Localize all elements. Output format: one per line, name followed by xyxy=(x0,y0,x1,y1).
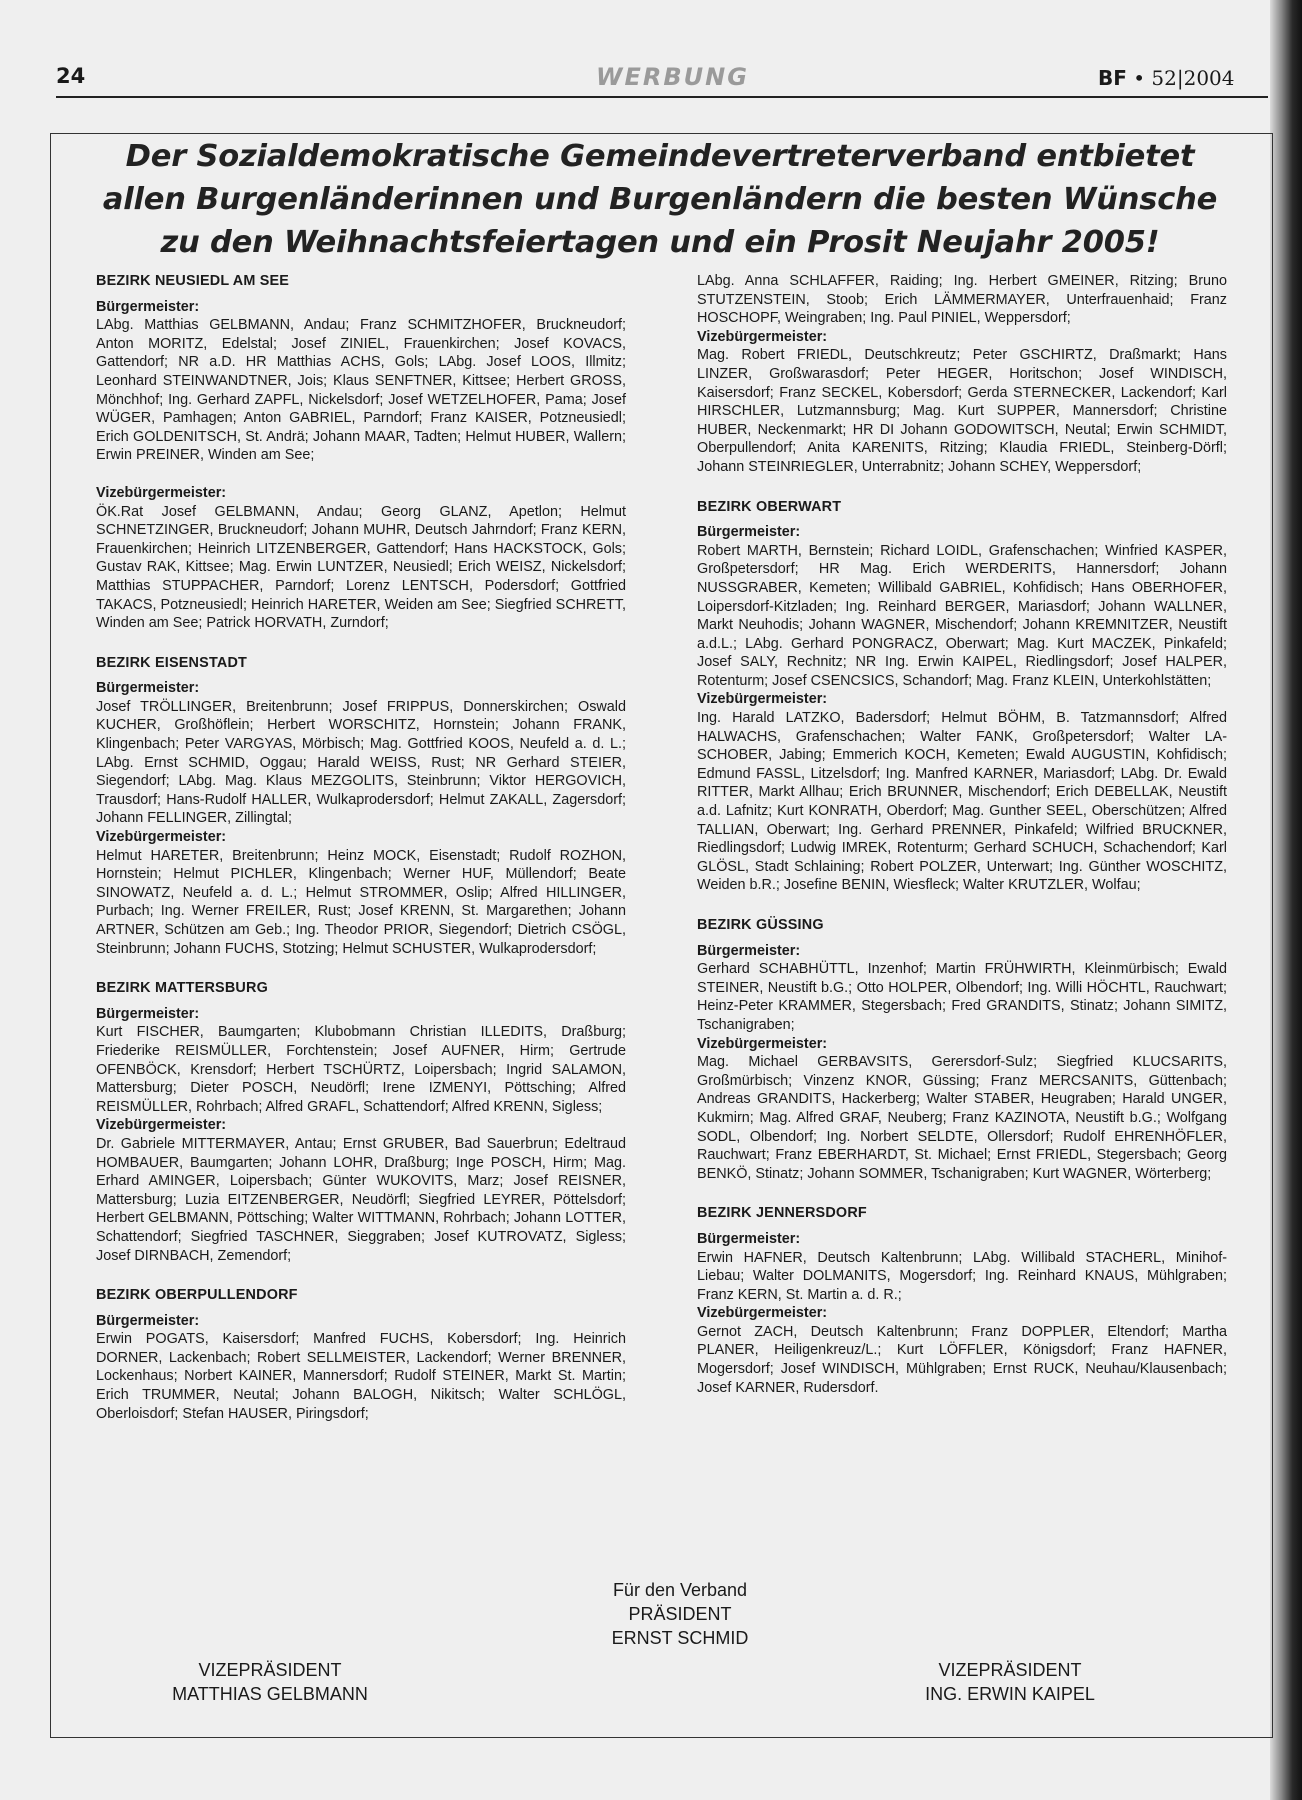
mayors-list: Gerhard SCHABHÜTTL, Inzenhof; Martin FRÜHWIRTH, Kleinmürbisch; Ewald STEINER, Neustift b.G.; Otto HOLPER, Olbendorf; Ing. Willi HÖCHTL, Rauchwart; Heinz-Peter KRAMMER, Stegersbach; Fred GRANDITS, Stinatz; Johann SIMITZ, Tschanigraben; xyxy=(697,961,1227,1033)
vice-mayors-list: Gernot ZACH, Deutsch Kaltenbrunn; Franz DOPPLER, Eltendorf; Martha PLANER, Heiligenkreuz/L.; Kurt LÖFFLER, Königsdorf; Franz HAFNER, Mogersdorf; Josef WINDISCH, Mühlgraben; Ernst RUCK, Neuhau/Klausenbach; Josef KARNER, Rudersdorf. xyxy=(697,1323,1227,1396)
advertisement-headline xyxy=(60,135,1260,264)
district-neusiedl xyxy=(96,272,626,633)
header-rule xyxy=(56,96,1268,98)
vice-mayors-label: Vizebürgermeister: xyxy=(697,328,828,345)
mayors-label: Bürgermeister: xyxy=(697,524,801,541)
district-name: BEZIRK NEUSIEDL AM SEE xyxy=(96,273,290,289)
vice-president-right-signature xyxy=(880,1658,1140,1706)
vice-mayors-list: Dr. Gabriele MITTERMAYER, Antau; Ernst GRUBER, Bad Sauerbrun; Edeltraud HOMBAUER, Baumgarten; Johann LOHR, Draßburg; Inge POSCH, Hirm; Mag. Erhard AMINGER, Loipersbach; Günter WUKOVITS, Marz; Josef REISNER, Mattersburg; Luzia EITZENBERGER, Neudörfl; Siegfried LEYRER, Pöttelsdorf; Herbert GELBMANN, Pöttsching; Walter WITTMANN, Rohrbach; Johann LOTTER, Schattendorf; Siegfried TASCHNER, Sieggraben; Josef KUTROVATZ, Sigless; Josef DIRNBACH, Zemendorf; xyxy=(96,1135,626,1264)
vice-mayors-list: Helmut HARETER, Breitenbrunn; Heinz MOCK, Eisenstadt; Rudolf ROZHON, Hornstein; Helmut PICHLER, Klingenbach; Werner HUF, Müllendorf; Beate SINOWATZ, Neufeld a. d. L.; Helmut STROMMER, Oslip; Alfred HILLINGER, Purbach; Ing. Werner FREILER, Rust; Josef KRENN, St. Margarethen; Johann ARTNER, Schützen am Geb.; Ing. Theodor PRIOR, Siegendorf; Dietrich CSÖGL, Steinbrunn; Johann FUCHS, Stotzing; Helmut SCHUSTER, Wulkaprodersdorf; xyxy=(96,847,626,957)
page-number: 24 xyxy=(56,64,86,88)
mayors-label: Bürgermeister: xyxy=(96,1005,200,1022)
mayors-list: Erwin POGATS, Kaisersdorf; Manfred FUCHS, Kobersdorf; Ing. Heinrich DORNER, Lackenbach; Robert SELLMEISTER, Lackendorf; Werner BRENNER, Lockenhaus; Norbert KAINER, Mannersdorf; Rudolf STEINER, Markt St. Martin; Erich TRUMMER, Neutal; Johann BALOGH, Nikitsch; Walter SCHLÖGL, Oberloisdorf; Stefan HAUSER, Piringsdorf; xyxy=(96,1331,626,1422)
vice-mayors-list: Ing. Harald LATZKO, Badersdorf; Helmut BÖHM, B. Tatzmannsdorf; Alfred HALWACHS, Grafenschachen; Walter FANK, Großpetersdorf; Walter LASCHOBER, Jabing; Emmerich KOCH, Kemeten; Ewald AUGUSTIN, Kohfidisch; Edmund FASSL, Litzelsdorf; Ing. Manfred KARNER, Mariasdorf; LAbg. Dr. Ewald RITTER, Markt Allhau; Erich BRUNNER, Mischendorf; Erich DEBELLAK, Neustift a.d. Lafnitz; Kurt KONRATH, Oberdorf; Mag. Gunther SEEL, Oberschützen; Alfred TALLIAN, Oberwart; Ing. Gerhard PRENNER, Pinkafeld; Wilfried BRUCKNER, Riedlingsdorf; Ludwig IMREK, Rotenturm; Gerhard SCHUCH, Schachendorf; Karl GLÖSL, Stadt Schlaining; Robert POLZER, Unterwart; Ing. Günther WOSCHITZ, Weiden b.R.; Josefine BENIN, Wiesfleck; Walter KRUTZLER, Wolfau; xyxy=(697,710,1227,894)
district-jennersdorf xyxy=(697,1204,1227,1397)
mayors-list: Robert MARTH, Bernstein; Richard LOIDL, Grafenschachen; Winfried KASPER, Großpetersdorf; HR Mag. Erich WERDERITS, Hannersdorf; Johann NUSSGRABER, Kemeten; Willibald GABRIEL, Kohfidisch; Hans OBERHOFER, Loipersdorf-Kitzladen; Ing. Reinhard BERGER, Mariasdorf; Johann WALLNER, Markt Neuhodis; Johann WAGNER, Mischendorf; Johann KREMNITZER, Neustift a.d.L.; LAbg. Gerhard PONGRACZ, Oberwart; Mag. Kurt MACZEK, Pinkafeld; Josef SALY, Rechnitz; NR Ing. Erwin KAIPEL, Riedlingsdorf; Josef HALPER, Rotenturm; Josef CSENCSICS, Schandorf; Mag. Franz KLEIN, Unterkohlstätten; xyxy=(697,542,1227,689)
vice-mayors-list: ÖK.Rat Josef GELBMANN, Andau; Georg GLANZ, Apetlon; Helmut SCHNETZINGER, Bruckneudorf; Johann MUHR, Deutsch Jahrndorf; Franz KERN, Frauenkirchen; Heinrich LITZENBERGER, Gattendorf; Hans HACKSTOCK, Gols; Gustav RAK, Kittsee; Mag. Erwin LUNTZER, Neusiedl; Erich WEISZ, Nickelsdorf; Matthias STUPPACHER, Parndorf; Lorenz LENTSCH, Podersdorf; Gottfried TAKACS, Potzneusiedl; Heinrich HARETER, Weiden am See; Siegfried SCHRETT, Winden am See; Patrick HORVATH, Zurndorf; xyxy=(96,503,626,632)
mayors-list-continued: LAbg. Anna SCHLAFFER, Raiding; Ing. Herbert GMEINER, Ritzing; Bruno STUTZENSTEIN, Stoob; Erich LÄMMERMAYER, Unterfrauenhaid; Franz HOSCHOPF, Weingraben; Ing. Paul PINIEL, Weppersdorf; xyxy=(697,273,1227,327)
signature-intro: Für den Verband xyxy=(612,1580,748,1600)
spacer xyxy=(96,465,626,484)
mayors-list: Erwin HAFNER, Deutsch Kaltenbrunn; LAbg. Willibald STACHERL, Minihof-Liebau; Walter DOLMANITS, Mogersdorf; Ing. Reinhard KNAUS, Mühlgraben; Franz KERN, St. Martin a. d. R.; xyxy=(697,1249,1227,1303)
district-oberpullendorf xyxy=(96,1286,626,1423)
district-guessing xyxy=(697,916,1227,1183)
signature-name: MATTHIAS GELBMANN xyxy=(172,1684,368,1704)
right-column xyxy=(697,272,1227,1418)
district-eisenstadt xyxy=(96,654,626,959)
mayors-label: Bürgermeister: xyxy=(96,298,200,315)
vice-president-left-signature xyxy=(140,1658,400,1706)
left-column xyxy=(96,272,626,1444)
mayors-list: LAbg. Matthias GELBMANN, Andau; Franz SCHMITZHOFER, Bruckneudorf; Anton MORITZ, Edelstal; Josef ZINIEL, Frauenkirchen; Josef KOVACS, Gattendorf; NR a.D. HR Matthias ACHS, Gols; LAbg. Josef LOOS, Illmitz; Leonhard STEINWANDTNER, Jois; Klaus SENFTNER, Kittsee; Herbert GROSS, Mönchhof; Ing. Gerhard ZAPFL, Nickelsdorf; Josef WETZELHOFER, Pama; Josef WÜGER, Pamhagen; Anton GABRIEL, Parndorf; Franz KAISER, Potzneusiedl; Erich GOLDENITSCH, St. Andrä; Johann MAAR, Tadten; Helmut HUBER, Wallern; Erwin PREINER, Winden am See; xyxy=(96,317,626,464)
section-title: WERBUNG xyxy=(596,63,749,91)
district-oberwart xyxy=(697,498,1227,895)
issue-number: 52|2004 xyxy=(1151,66,1235,90)
district-name: BEZIRK OBERPULLENDORF xyxy=(96,1287,298,1304)
president-signature xyxy=(540,1578,820,1650)
signature-title: VIZEPRÄSIDENT xyxy=(198,1660,342,1680)
vice-mayors-label: Vizebürgermeister: xyxy=(96,829,227,846)
district-name: BEZIRK OBERWART xyxy=(697,498,842,515)
vice-mayors-list: Mag. Michael GERBAVSITS, Gerersdorf-Sulz; Siegfried KLUCSARITS, Großmürbisch; Vinzenz KNOR, Güssing; Franz MERCSANITS, Güttenbach; Andreas GRANDITS, Hackerberg; Walter STABER, Heugraben; Harald UNGER, Kukmirn; Mag. Alfred GRAF, Neuberg; Franz KAZINOTA, Neustift b.G.; Wolfgang SODL, Olbendorf; Ing. Norbert SELDTE, Ollersdorf; Rudolf EHRENHÖFLER, Rauchwart; Franz EBERHARDT, St. Michael; Ernst FRIEDL, Stegersbach; Georg BENKÖ, Stinatz; Johann SOMMER, Tschanigraben; Kurt WAGNER, Wörterberg; xyxy=(697,1054,1227,1182)
mayors-label: Bürgermeister: xyxy=(697,942,801,959)
vice-mayors-label: Vizebürgermeister: xyxy=(96,1117,227,1134)
headline-line-3: zu den Weihnachtsfeiertagen und ein Prosit Neujahr 2005! xyxy=(160,225,1160,260)
publication-name: BF xyxy=(1098,66,1127,90)
mayors-list: Kurt FISCHER, Baumgarten; Klubobmann Christian ILLEDITS, Draßburg; Friederike REISMÜLLER, Forchtenstein; Josef AUFNER, Hirm; Gertrude OFENBÖCK, Krensdorf; Herbert TSCHÜRTZ, Loipersbach; Ingrid SALAMON, Mattersburg; Dieter POSCH, Neudörfl; Irene IZMENYI, Pöttsching; Alfred REISMÜLLER, Rohrbach; Alfred GRAFL, Schattendorf; Alfred KRENN, Sigless; xyxy=(96,1024,626,1115)
district-mattersburg xyxy=(96,979,626,1265)
signature-title: PRÄSIDENT xyxy=(628,1604,732,1624)
vice-mayors-label: Vizebürgermeister: xyxy=(96,484,227,501)
mayors-label: Bürgermeister: xyxy=(697,1230,801,1247)
district-name: BEZIRK JENNERSDORF xyxy=(697,1205,867,1222)
mayors-list: Josef TRÖLLINGER, Breitenbrunn; Josef FRIPPUS, Donnerskirchen; Oswald KUCHER, Großhöflein; Herbert WORSCHITZ, Hornstein; Johann FRANK, Klingenbach; Peter VARGYAS, Mörbisch; Mag. Gottfried KOOS, Neufeld a. d. L.; LAbg. Ernst SCHMID, Oggau; Harald WEISS, Rust; NR Gerhard STEIER, Siegendorf; LAbg. Mag. Klaus MEZGOLITS, Steinbrunn; Viktor HERGOVICH, Trausdorf; Hans-Rudolf HALLER, Wulkaprodersdorf; Helmut ZAKALL, Zagersdorf; Johann FELLINGER, Zillingtal; xyxy=(96,698,626,827)
district-name: BEZIRK EISENSTADT xyxy=(96,654,248,671)
publication-separator: • xyxy=(1133,66,1146,90)
mayors-label: Bürgermeister: xyxy=(96,680,200,697)
vice-mayors-label: Vizebürgermeister: xyxy=(697,1305,828,1322)
signature-title: VIZEPRÄSIDENT xyxy=(938,1660,1082,1680)
publication-info xyxy=(1098,66,1235,90)
vice-mayors-label: Vizebürgermeister: xyxy=(697,691,828,708)
headline-line-2: allen Burgenländerinnen und Burgenländern die besten Wünsche xyxy=(102,182,1218,217)
page-spine-shadow xyxy=(1270,0,1302,1800)
district-name: BEZIRK GÜSSING xyxy=(697,917,824,933)
signature-name: ING. ERWIN KAIPEL xyxy=(925,1684,1095,1704)
vice-mayors-list: Mag. Robert FRIEDL, Deutschkreutz; Peter GSCHIRTZ, Draßmarkt; Hans LINZER, Großwarasdorf; Peter HEGER, Horitschon; Josef WINDISCH, Kaisersdorf; Franz SECKEL, Kobersdorf; Gerda STERNECKER, Lackendorf; Karl HIRSCHLER, Lutzmannsburg; Mag. Kurt SUPPER, Mannersdorf; Christine HUBER, Neckenmarkt; HR DI Johann GODOWITSCH, Neutal; Erwin SCHMIDT, Oberpullendorf; Anita KARENITS, Ritzing; Klaudia FRIEDL, Steinberg-Dörfl; Johann STEINRIEGLER, Unterrabnitz; Johann SCHEY, Weppersdorf; xyxy=(697,347,1227,475)
vice-mayors-label: Vizebürgermeister: xyxy=(697,1035,828,1052)
district-name: BEZIRK MATTERSBURG xyxy=(96,980,269,997)
signature-name: ERNST SCHMID xyxy=(611,1628,749,1648)
district-oberpullendorf-continued xyxy=(697,272,1227,477)
mayors-label: Bürgermeister: xyxy=(96,1312,200,1329)
headline-line-1: Der Sozialdemokratische Gemeindevertreterverband entbietet xyxy=(125,139,1195,174)
